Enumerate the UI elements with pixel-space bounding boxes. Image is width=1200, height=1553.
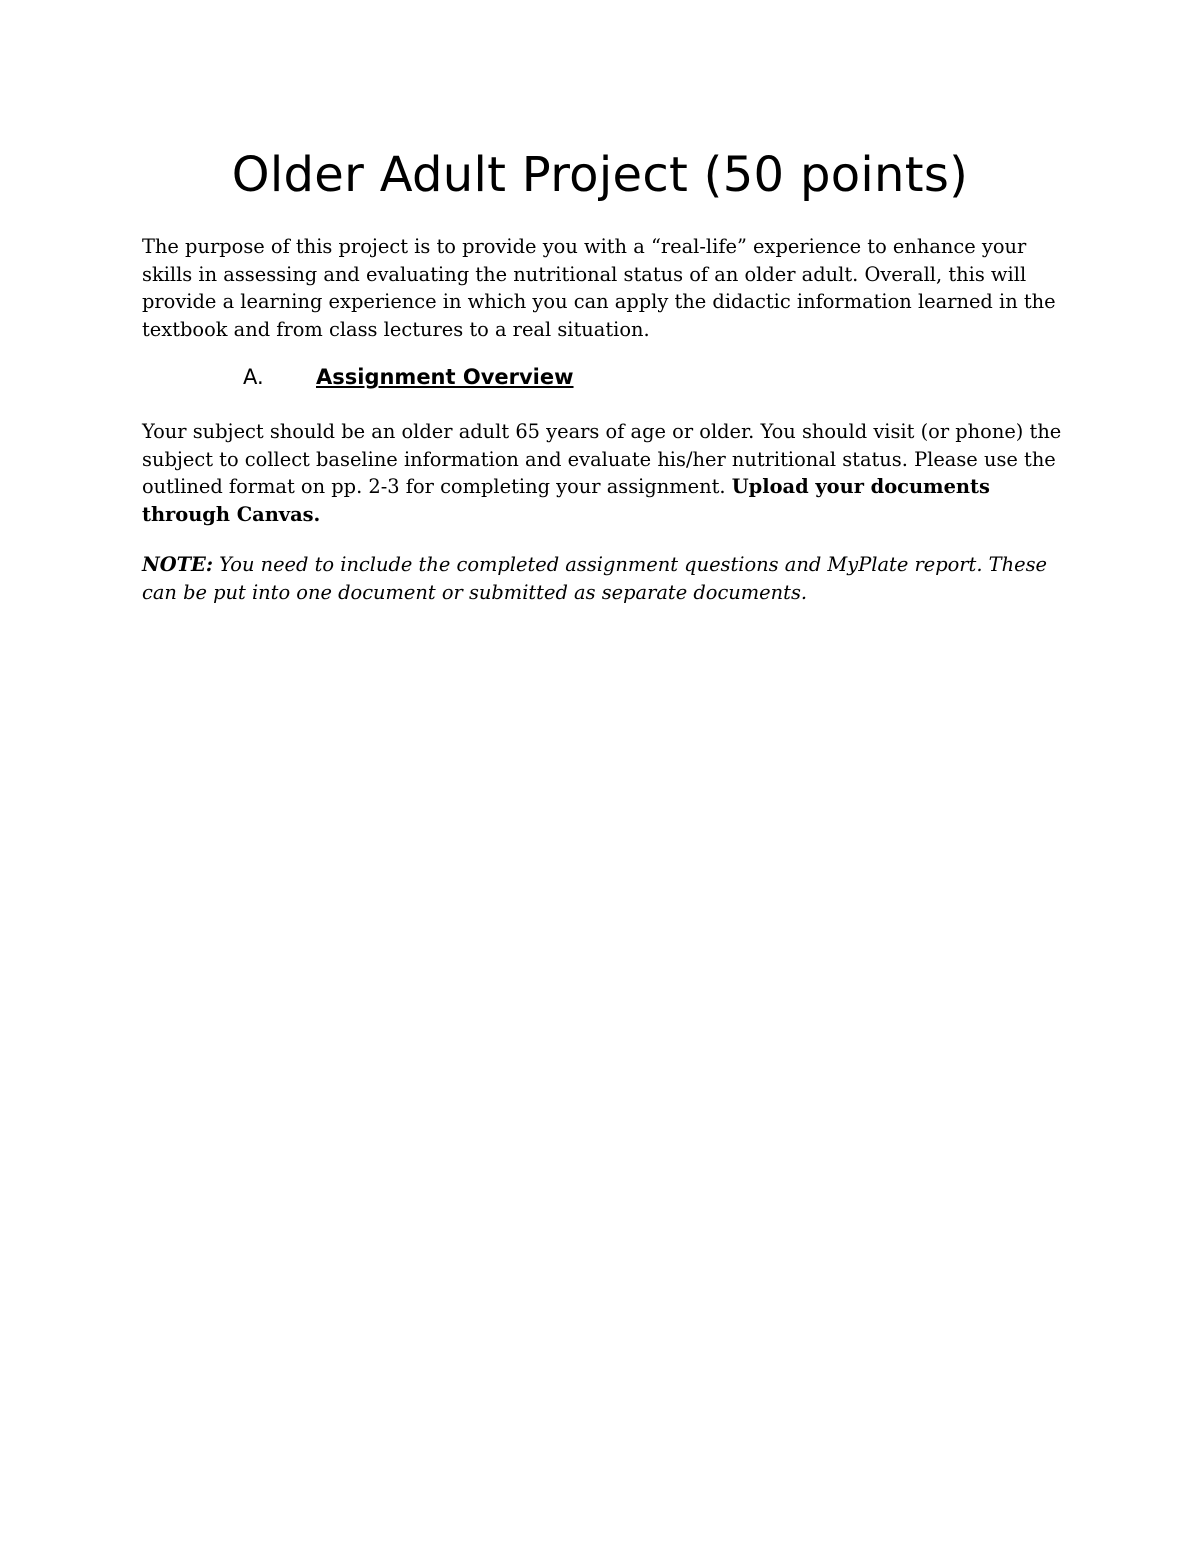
overview-paragraph: [142, 418, 1062, 528]
overview-body: Your subject should be an older adult 65 years of age or older. You should visit (or phone) the subject to collect baseline information and evaluate his/her nutritional status. Please use the outlined format on pp. 2-3 for completing your assignment.: [142, 420, 1062, 498]
upload-instruction: Upload your documents through Canvas.: [142, 475, 990, 526]
intro-paragraph: The purpose of this project is to provide you with a “real-life” experience to enhance your skills in assessing and evaluating the nutritional status of an older adult. Overall, this will provide a learning experience in which you can apply the didactic information learned in the textbook and from class lectures to a real situation.: [142, 235, 1056, 341]
note-label: NOTE:: [142, 553, 213, 576]
note-text: You need to include the completed assignment questions and MyPlate report. These can be put into one document or submitted as separate documents.: [142, 553, 1047, 604]
document-title: Older Adult Project (50 points): [231, 147, 969, 203]
section-a-marker: A.: [243, 365, 264, 389]
section-a-title: Assignment Overview: [316, 365, 574, 389]
section-a-heading: [243, 362, 574, 392]
note-paragraph: [142, 551, 1062, 606]
